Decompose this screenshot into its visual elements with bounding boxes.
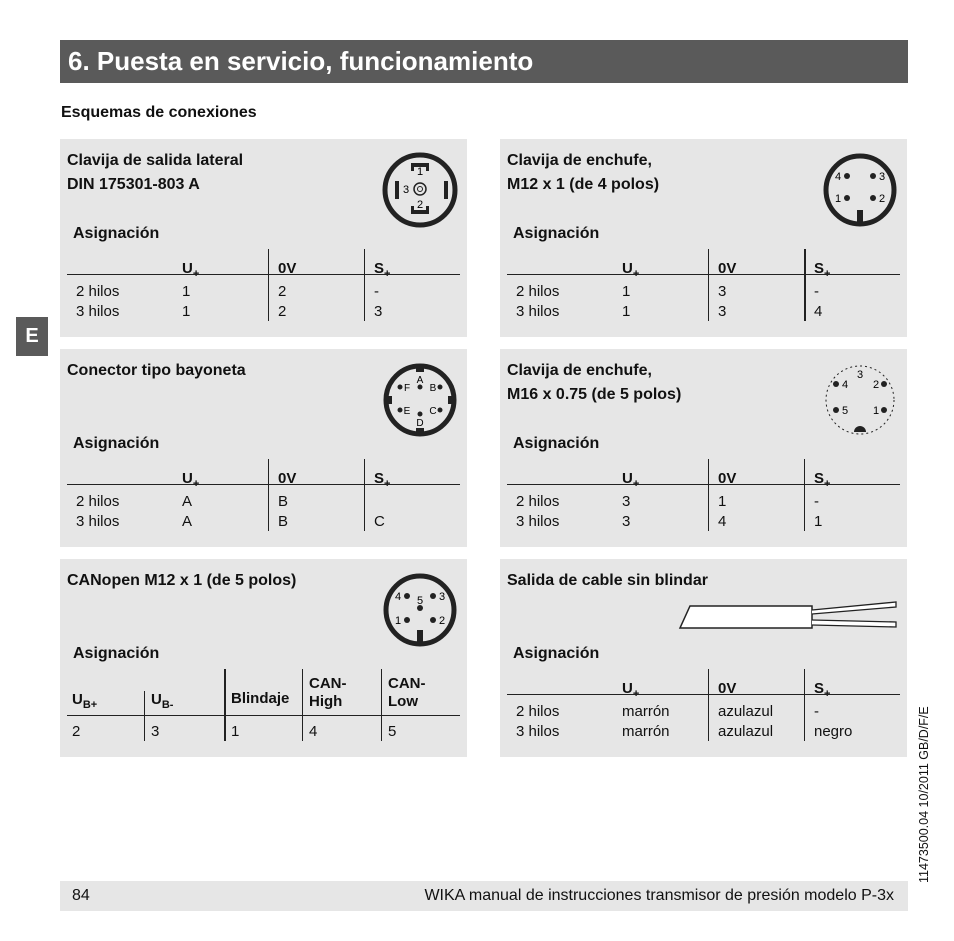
pin-label: 3 [878, 171, 886, 183]
pin-label: E [403, 406, 411, 417]
assignment-label: Asignación [73, 225, 160, 242]
table-divider [364, 459, 365, 531]
pin-label: 2 [416, 199, 424, 211]
cell-0v: 3 3 [718, 283, 727, 320]
table-divider [268, 249, 269, 321]
pin-label: 5 [841, 405, 849, 417]
assignment-label: Asignación [513, 645, 600, 662]
page-footer [60, 881, 908, 911]
table-divider [804, 459, 805, 531]
col-header-ub-minus: $U_{B-}$ [151, 691, 174, 711]
table-rule [67, 715, 460, 716]
cell-can-high: 4 [309, 723, 318, 740]
pin-label: 3 [856, 369, 864, 381]
pin-label: 2 [878, 193, 886, 205]
cell-s: - negro [814, 703, 853, 740]
assignment-label: Asignación [73, 435, 160, 452]
col-header-u: $U_+$ [182, 470, 200, 490]
table-divider [804, 249, 806, 321]
pin-label: 1 [872, 405, 880, 417]
cell-ub-plus: 2 [72, 723, 81, 740]
panel-unshielded-cable [500, 559, 907, 757]
panel-m16-plug [500, 349, 907, 547]
cell-u: 1 1 [622, 283, 631, 320]
cell-0v: B B [278, 493, 289, 530]
footer-text: WIKA manual de instrucciones transmisor de presión modelo P-3x [424, 887, 894, 904]
col-header-0v: 0V [718, 470, 737, 487]
col-header-0v: 0V [718, 680, 737, 697]
pin-label: 2 [872, 379, 880, 391]
row-label: 2 hilos 3 hilos [76, 283, 120, 320]
col-header-u: $U_+$ [182, 260, 200, 280]
din-connector-icon [382, 152, 458, 228]
col-header-blindaje: Blindaje [231, 690, 290, 707]
cell-s: - 1 [814, 493, 823, 530]
table-divider [708, 459, 709, 531]
panel-title: Salida de cable sin blindar [507, 572, 708, 589]
row-label: 2 hilos 3 hilos [516, 493, 560, 530]
panel-title: Clavija de salida lateral DIN 175301-803 A [67, 152, 244, 193]
pin-label: 4 [394, 591, 402, 603]
m12-4pin-icon [822, 152, 898, 228]
pin-label: 1 [834, 193, 842, 205]
table-divider [268, 459, 269, 531]
col-header-can-low: CAN- Low [388, 675, 426, 710]
col-header-s: $S_+$ [374, 470, 391, 490]
table-divider [804, 669, 805, 741]
col-header-can-high: CAN- High [309, 675, 347, 710]
col-header-s: $S_+$ [814, 470, 831, 490]
assignment-label: Asignación [73, 645, 160, 662]
col-header-s: $S_+$ [814, 260, 831, 280]
pin-label: B [429, 383, 437, 394]
cell-u: marrón marrón [622, 703, 670, 740]
row-label: 2 hilos 3 hilos [516, 283, 560, 320]
section-subtitle: Esquemas de conexiones [61, 104, 257, 121]
col-header-s: $S_+$ [374, 260, 391, 280]
col-header-u: $U_+$ [622, 680, 640, 700]
panel-title: Clavija de enchufe, M12 x 1 (de 4 polos) [507, 152, 660, 193]
pin-label: D [416, 418, 424, 429]
panel-title: Clavija de enchufe, M16 x 0.75 (de 5 polos) [507, 362, 682, 403]
pin-label: 4 [841, 379, 849, 391]
cell-ub-minus: 3 [151, 723, 160, 740]
cell-s: - 3 [374, 283, 383, 320]
table-rule [507, 694, 900, 695]
panel-lateral-plug [60, 139, 467, 337]
page-number: 84 [72, 887, 90, 904]
col-header-u: $U_+$ [622, 260, 640, 280]
table-divider [708, 669, 709, 741]
cell-0v: 1 4 [718, 493, 727, 530]
cell-0v: azulazul azulazul [718, 703, 774, 740]
canopen-5pin-icon [382, 572, 458, 648]
cell-blindaje: 1 [231, 723, 240, 740]
cell-0v: 2 2 [278, 283, 287, 320]
pin-label: 4 [834, 171, 842, 183]
cell-u: 3 3 [622, 493, 631, 530]
pin-label: 1 [394, 615, 402, 627]
table-rule [67, 484, 460, 485]
cell-u: 1 1 [182, 283, 191, 320]
col-header-0v: 0V [718, 260, 737, 277]
col-header-0v: 0V [278, 470, 297, 487]
table-divider [302, 669, 303, 741]
page-header [60, 40, 908, 83]
pin-label: A [416, 375, 424, 386]
col-header-u: $U_+$ [622, 470, 640, 490]
pin-label: 5 [416, 595, 424, 607]
table-divider [381, 669, 382, 741]
col-header-0v: 0V [278, 260, 297, 277]
panel-title: Conector tipo bayoneta [67, 362, 246, 379]
pin-label: F [403, 383, 411, 394]
cell-u: A A [182, 493, 193, 530]
bayonet-connector-icon [382, 362, 458, 438]
table-rule [507, 274, 900, 275]
col-header-s: $S_+$ [814, 680, 831, 700]
table-rule [67, 274, 460, 275]
pin-label: 1 [416, 166, 424, 178]
cell-s: - 4 [814, 283, 823, 320]
cell-s: C [374, 513, 385, 530]
pin-label: C [429, 406, 437, 417]
row-label: 2 hilos 3 hilos [516, 703, 560, 740]
cable-icon [676, 597, 902, 637]
table-divider [224, 669, 226, 741]
panel-title: CANopen M12 x 1 (de 5 polos) [67, 572, 297, 589]
panel-m12-plug [500, 139, 907, 337]
row-label: 2 hilos 3 hilos [76, 493, 120, 530]
assignment-label: Asignación [513, 435, 600, 452]
table-rule [507, 484, 900, 485]
panel-bayonet-connector [60, 349, 467, 547]
table-divider [708, 249, 709, 321]
pin-label: 3 [402, 184, 410, 196]
table-divider [144, 691, 145, 741]
table-divider [364, 249, 365, 321]
cell-can-low: 5 [388, 723, 397, 740]
page-title: 6. Puesta en servicio, funcionamiento [68, 46, 534, 76]
assignment-label: Asignación [513, 225, 600, 242]
col-header-ub-plus: $U_{B+}$ [72, 691, 98, 711]
pin-label: 2 [438, 615, 446, 627]
document-code: 11473500.04 10/2011 GB/D/F/E [917, 706, 931, 883]
panel-canopen [60, 559, 467, 757]
m16-5pin-icon [822, 362, 898, 438]
pin-label: 3 [438, 591, 446, 603]
language-tab: E [16, 317, 48, 356]
